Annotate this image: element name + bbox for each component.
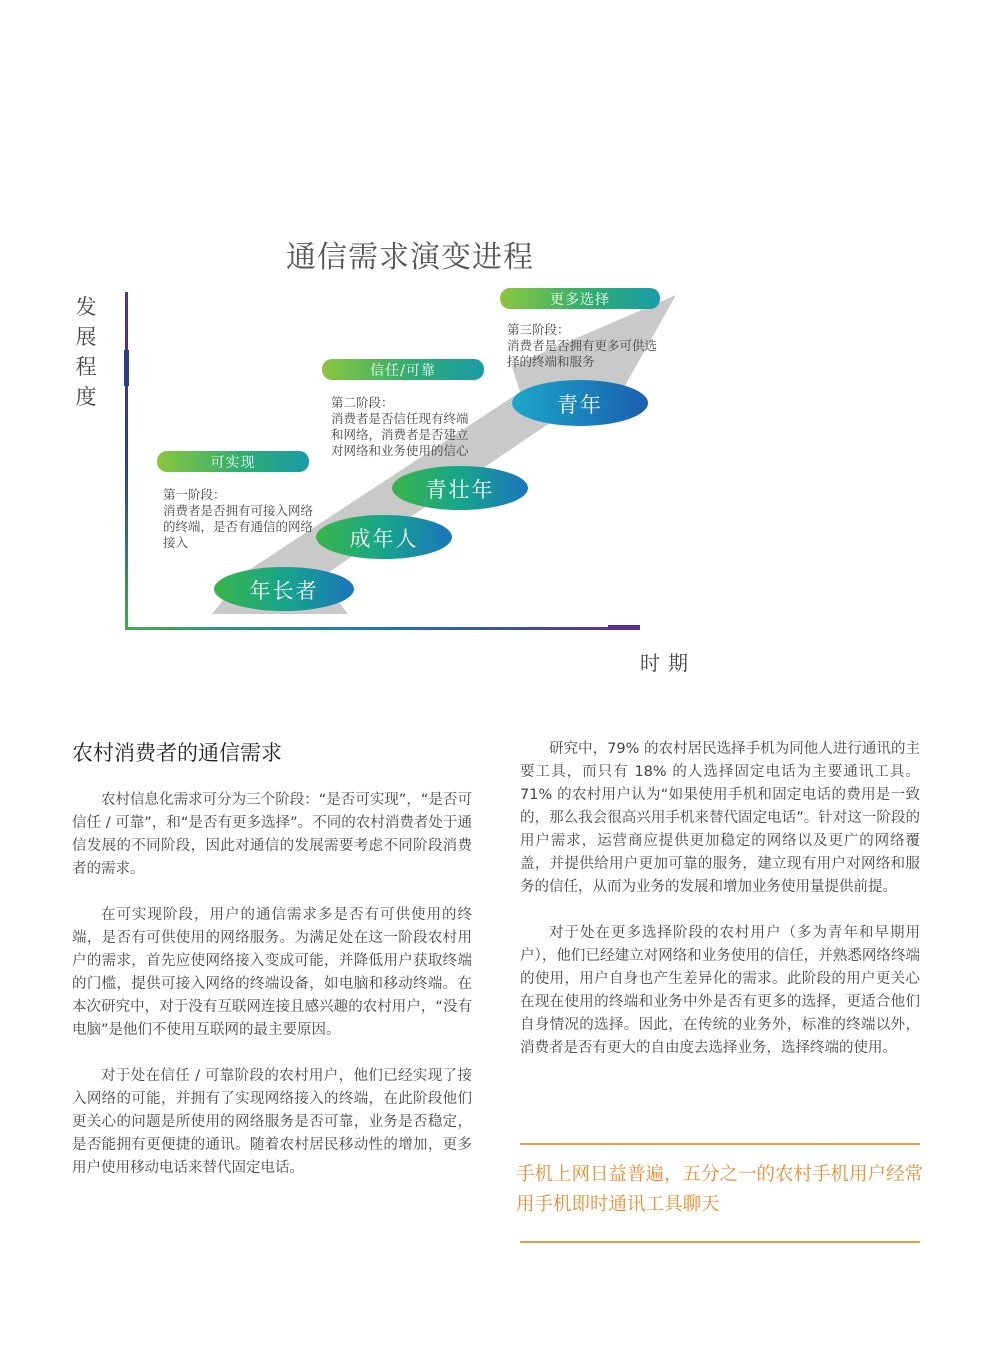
paragraph: 研究中，79% 的农村居民选择手机为同他人进行通讯的主要工具，而只有 18% 的人选择固定电话为主要通讯工具。71% 的农村用户认为“如果使用手机和固定电话的费用是一致的，那么我会很高兴用手机来替代固定电话”。针对这一阶段的用户需求，运营商应提供更加稳定的网络以及更广的网络覆盖，并提供给用户更加可靠的服务，建立现有用户对网络和服务的信任，从而为业务的发展和增加业务使用量提供前提。: [520, 741, 920, 895]
paragraph: 对于处在更多选择阶段的农村用户（多为青年和早期用户），他们已经建立对网络和业务使用的信任，并熟悉网络终端的使用，用户自身也产生差异化的需求。此阶段的用户更关心在现在使用的终端和业务中外是否有更多的选择，更适合他们自身情况的选择。因此，在传统的业务外，标准的终端以外，消费者是否有更大的自由度去选择业务，选择终端的使用。: [520, 925, 920, 1056]
stage-heading: 第三阶段：: [507, 322, 570, 337]
stage-bar-label: 可实现: [210, 455, 256, 471]
group-label-elderly: 年长者: [249, 579, 319, 603]
stage-text: 消费者是否信任现有终端和网络，消费者是否建立对网络和业务使用的信心: [331, 411, 469, 458]
y-axis: [125, 292, 128, 630]
stage-text: 消费者是否拥有可接入网络的终端，是否有通信的网络接入: [163, 503, 314, 550]
right-column: [520, 738, 920, 1083]
group-label-prime: 青壮年: [425, 478, 495, 502]
stage-heading: 第一阶段：: [163, 487, 226, 502]
stage-description-1: [163, 487, 313, 551]
stage-bar-label: 更多选择: [550, 292, 610, 308]
paragraph: 在可实现阶段，用户的通信需求多是否有可供使用的终端，是否有可供使用的网络服务。为满足处在这一阶段农村用户的需求，首先应使网络接入变成可能，并降低用户获取终端的门槛，提供可接入网络的终端设备，如电脑和移动终端。在本次研究中，对于没有互联网连接且感兴趣的农村用户，“没有电脑”是他们不使用互联网的最主要原因。: [72, 907, 472, 1038]
stage-description-3: [507, 322, 657, 370]
section-heading: 农村消费者的通信需求: [72, 741, 282, 765]
paragraph: 农村信息化需求可分为三个阶段：“是否可实现”，“是否可信任 / 可靠”，和“是否有更多选择”。不同的农村消费者处于通信发展的不同阶段，因此对通信的发展需要考虑不同阶段消费者的需求。: [72, 792, 472, 877]
x-axis: [125, 627, 640, 630]
stage-description-2: [331, 395, 479, 459]
x-axis-label: 时期: [640, 651, 696, 675]
group-label-adult: 成年人: [349, 527, 419, 551]
y-axis-marker: [124, 350, 129, 386]
callout-quote: 手机上网日益普遍，五分之一的农村手机用户经常用手机即时通讯工具聊天: [516, 1164, 924, 1215]
callout-top-rule: [520, 1143, 920, 1145]
group-label-youth: 青年: [557, 393, 603, 417]
y-axis-label: 发展程度: [75, 295, 97, 409]
paragraph: 对于处在信任 / 可靠阶段的农村用户，他们已经实现了接入网络的可能，并拥有了实现网络接入的终端，在此阶段他们更关心的问题是所使用的网络服务是否可靠，业务是否稳定，是否能拥有更便捷的通讯。随着农村居民移动性的增加，更多用户使用移动电话来替代固定电话。: [72, 1068, 472, 1176]
x-axis-marker: [608, 625, 640, 630]
diagram-title: 通信需求演变进程: [286, 240, 534, 275]
stage-text: 消费者是否拥有更多可供选择的终端和服务: [507, 338, 658, 369]
callout-bottom-rule: [520, 1241, 920, 1243]
stage-bar-label: 信任/可靠: [370, 363, 436, 379]
left-column: [72, 789, 472, 1203]
stage-heading: 第二阶段：: [331, 395, 394, 410]
